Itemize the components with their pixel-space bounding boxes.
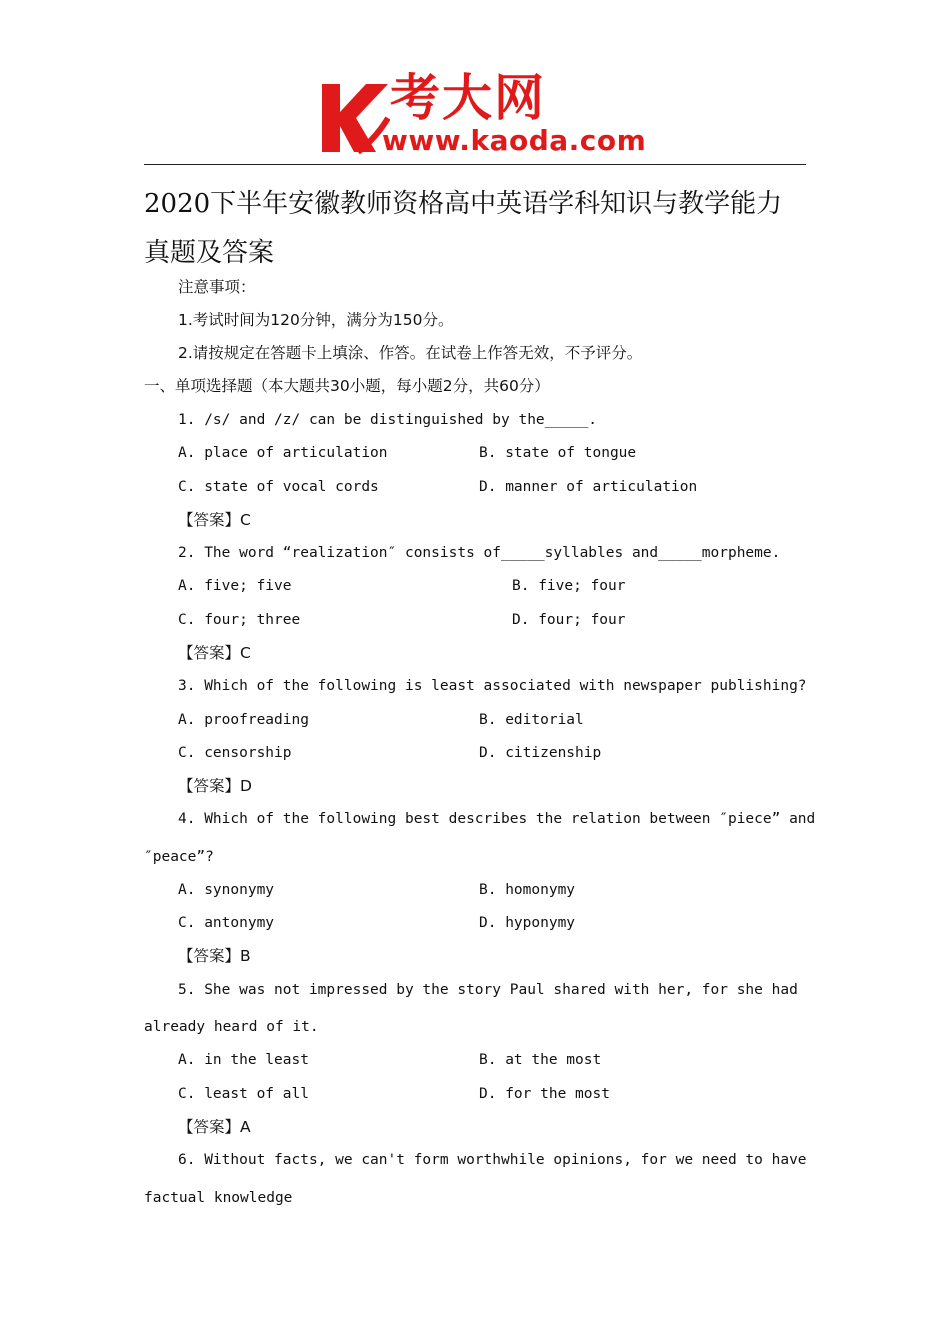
option: D. four; four bbox=[512, 612, 626, 628]
answer: 【答案】C bbox=[178, 511, 251, 529]
answer: 【答案】B bbox=[178, 947, 251, 965]
question-stem-continued: already heard of it. bbox=[144, 1019, 319, 1035]
option: D. manner of articulation bbox=[479, 479, 698, 495]
question-stem: 1. /s/ and /z/ can be distinguished by the_____. bbox=[178, 412, 598, 428]
logo-k-icon bbox=[318, 78, 390, 158]
answer: 【答案】A bbox=[178, 1118, 251, 1136]
kaoda-logo bbox=[318, 69, 647, 162]
notice-item: 1.考试时间为120分钟，满分为150分。 bbox=[178, 311, 454, 329]
question-stem: 4. Which of the following best describes the relation between ″piece” and bbox=[178, 811, 816, 827]
question-stem: 6. Without facts, we can't form worthwhile opinions, for we need to have bbox=[178, 1152, 807, 1168]
option: A. synonymy bbox=[178, 882, 275, 898]
logo-url: www.kaoda.com bbox=[382, 124, 647, 157]
question-stem: 3. Which of the following is least associated with newspaper publishing? bbox=[178, 678, 807, 694]
option: D. citizenship bbox=[479, 745, 602, 761]
answer: 【答案】C bbox=[178, 644, 251, 662]
answer: 【答案】D bbox=[178, 777, 252, 795]
option: B. editorial bbox=[479, 712, 584, 728]
question-stem-continued: factual knowledge bbox=[144, 1190, 293, 1206]
question-stem: 5. She was not impressed by the story Paul shared with her, for she had bbox=[178, 982, 798, 998]
option: A. five; five bbox=[178, 578, 292, 594]
option: C. state of vocal cords bbox=[178, 479, 379, 495]
option: A. in the least bbox=[178, 1052, 309, 1068]
option: C. antonymy bbox=[178, 915, 275, 931]
logo-brand-text: 考大网 bbox=[390, 69, 546, 127]
option: A. place of articulation bbox=[178, 445, 388, 461]
section-heading: 一、单项选择题（本大题共30小题，每小题2分，共60分） bbox=[144, 377, 550, 395]
option: B. five; four bbox=[512, 578, 626, 594]
option: C. censorship bbox=[178, 745, 292, 761]
option: D. for the most bbox=[479, 1086, 610, 1102]
option: A. proofreading bbox=[178, 712, 309, 728]
option: D. hyponymy bbox=[479, 915, 576, 931]
option: B. at the most bbox=[479, 1052, 602, 1068]
header-divider bbox=[144, 164, 806, 165]
notice-heading: 注意事项： bbox=[178, 278, 256, 296]
document-title: 2020下半年安徽教师资格高中英语学科知识与教学能力真题及答案 bbox=[144, 189, 783, 268]
option: C. least of all bbox=[178, 1086, 309, 1102]
option: B. state of tongue bbox=[479, 445, 637, 461]
question-stem: 2. The word “realization″ consists of_____syllables and_____morpheme. bbox=[178, 545, 781, 561]
option: B. homonymy bbox=[479, 882, 576, 898]
option: C. four; three bbox=[178, 612, 301, 628]
notice-item: 2.请按规定在答题卡上填涂、作答。在试卷上作答无效，不予评分。 bbox=[178, 344, 643, 362]
question-stem-continued: ″peace”? bbox=[144, 849, 214, 865]
